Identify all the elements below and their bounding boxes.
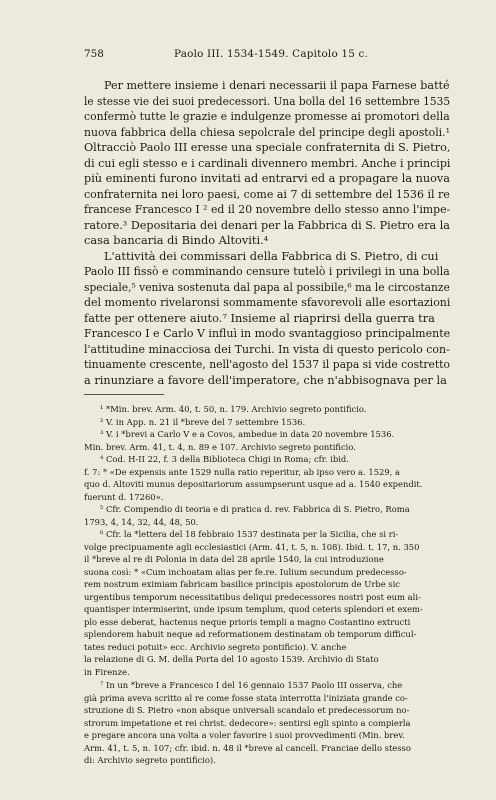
- body-line: speciale,⁵ veniva sostenuta dal papa al possibile,⁶ ma le circostanze: [84, 279, 450, 294]
- footnote-line: 1793, 4, 14, 32, 44, 48, 50.: [84, 516, 199, 527]
- footnote-line: tates reduci potuit» ecc. Archivio segreto pontificio). V. anche: [84, 641, 347, 652]
- page-number: 758: [84, 48, 104, 60]
- body-line: del momento rivelaronsi sommamente sfavorevoli alle esortazioni: [84, 295, 451, 309]
- footnote-line: ³ V. i *brevi a Carlo V e a Covos, ambedue in data 20 novembre 1536.: [100, 429, 395, 439]
- footnote-line: già prima aveva scritto al re come fosse stata interrotta l'iniziata grande co-: [84, 692, 408, 703]
- footnote-line: suona così: * «Cum inchoatam alias per fe.re. Iulium secundum predecesso-: [84, 566, 407, 577]
- body-line: Per mettere insieme i denari necessarii il papa Farnese batté: [104, 78, 450, 92]
- body-line: più eminenti furono invitati ad entrarvi ed a propagare la nuova: [84, 171, 450, 185]
- body-line: le stesse vie dei suoi predecessori. Una bolla del 16 settembre 1535: [84, 93, 451, 108]
- footnote-line: ⁷ In un *breve a Francesco I del 16 gennaio 1537 Paolo III osserva, che: [100, 680, 403, 690]
- body-line: ratore.³ Depositaria dei denari per la Fabbrica di S. Pietro era la: [84, 217, 450, 232]
- footnote-line: la relazione di G. M. della Porta del 10 agosto 1539. Archivio di Stato: [84, 654, 379, 664]
- body-line: tinuamente crescente, nell'agosto del 1537 il papa si vide costretto: [84, 357, 450, 371]
- footnote-line: quo d. Altoviti munus depositariorum assumpserunt usque ad a. 1540 expendit.: [84, 479, 423, 489]
- footnote-divider: [84, 394, 164, 395]
- body-line: fatte per ottenere aiuto.⁷ Insieme al riaprirsi della guerra tra: [84, 310, 435, 325]
- footnote-line: quantisper intermiserint, unde ipsum templum, quod ceteris splendori et exem-: [84, 604, 423, 614]
- footnote-line: ⁶ Cfr. la *lettera del 18 febbraio 1537 destinata per la Sicilia, che si ri-: [100, 529, 399, 539]
- body-line: francese Francesco I ² ed il 20 novembre dello stesso anno l'impe-: [84, 202, 451, 216]
- body-line: L'attività dei commissari della Fabbrica di S. Pietro, di cui: [104, 248, 439, 263]
- footnote-line: urgentibus temporum necessitatibus deliqui predecessores nostri post eum ali-: [84, 591, 421, 602]
- footnote-line: il *breve al re di Polonia in data del 28 aprile 1540, la cui introduzione: [84, 554, 384, 564]
- footnote-line: struzione di S. Pietro «non absque universali scandalo et predecessorum no-: [84, 705, 410, 715]
- body-line: Oltracciò Paolo III eresse una speciale confraternita di S. Pietro,: [84, 140, 451, 154]
- footnote-line: fuerunt d. 17260».: [84, 491, 164, 502]
- footnote-line: ⁴ Cod. H-II 22, f. 3 della Biblioteca Chigi in Roma; cfr. ibid.: [100, 454, 349, 464]
- footnote-line: ² V. in App. n. 21 il *breve del 7 settembre 1536.: [100, 416, 306, 427]
- footnote-line: ¹ *Min. brev. Arm. 40, t. 50, n. 179. Archivio segreto pontificio.: [100, 404, 367, 414]
- footnote-line: plo esse deberat, hactenus neque prioris templi a magno Costantino extructi: [84, 616, 411, 627]
- footnote-line: di: Archivio segreto pontificio).: [84, 755, 216, 765]
- body-line: confraternita nei loro paesi, come ai 7 di settembre del 1536 il re: [84, 186, 450, 201]
- body-line: a rinunziare a favore dell'imperatore, che n'abbisognava per la: [84, 372, 447, 387]
- footnote-line: f. 7: * «De expensis ante 1529 nulla ratio reperitur, ab ipso vero a. 1529, a: [84, 466, 400, 477]
- footnote-line: volge precipuamente agli ecclesiastici (Arm. 41, t. 5, n. 108). Ibid. t. 17, n. 350: [84, 541, 420, 552]
- body-line: casa bancaria di Bindo Altoviti.⁴: [84, 233, 269, 247]
- running-title: Paolo III. 1534-1549. Capitolo 15 c.: [174, 48, 369, 60]
- footnote-line: ⁵ Cfr. Compendio di teoria e di pratica d. rev. Fabbrica di S. Pietro, Roma: [100, 504, 410, 514]
- footnote-line: e pregare ancora una volta a voler favorire i suoi provvedimenti (Min. brev.: [84, 730, 405, 740]
- footnote-line: in Firenze.: [84, 666, 130, 677]
- footnote-line: rem nostrum eximiam fabricam basilice principis apostolorum de Urbe sic: [84, 579, 400, 589]
- body-line: Francesco I e Carlo V influì in modo svantaggioso principalmente: [84, 326, 451, 340]
- body-line: l'attitudine minacciosa dei Turchi. In vista di questo pericolo con-: [84, 341, 450, 356]
- body-line: nuova fabbrica della chiesa sepolcrale del principe degli apostoli.¹: [84, 124, 450, 139]
- footnote-line: Arm. 41, t. 5, n. 107; cfr. ibid. n. 48 il *breve al cancell. Franciae dello stesso: [84, 742, 411, 753]
- body-line: Paolo III fissò e comminando censure tutelò i privilegi in una bolla: [84, 264, 450, 278]
- body-line: confermò tutte le grazie e indulgenze promesse ai promotori della: [84, 109, 450, 123]
- body-line: di cui egli stesso e i cardinali divennero membri. Anche i principi: [84, 155, 451, 170]
- footnote-line: Min. brev. Arm. 41, t. 4, n. 89 e 107. Archivio segreto pontificio.: [84, 441, 356, 452]
- footnote-line: strorum impetatione et rei christ. dedecore»: sentirsi egli spinto a compierla: [84, 717, 411, 728]
- footnote-line: splendorem habuit neque ad reformationem destinatam ob temporum difficul-: [84, 629, 417, 639]
